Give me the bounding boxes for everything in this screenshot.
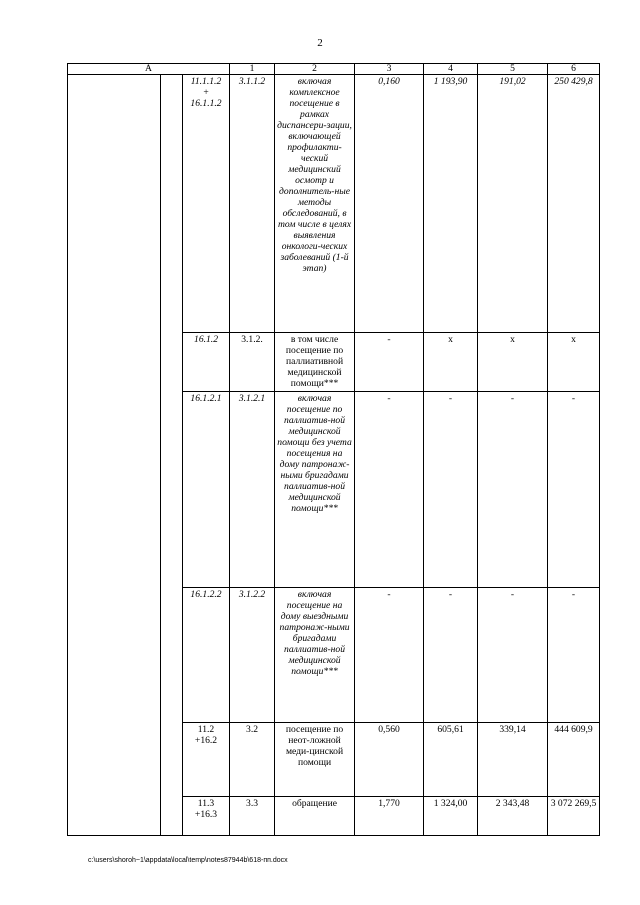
row-value-3: 1,770 (355, 797, 424, 836)
header-cell-4: 4 (424, 64, 478, 75)
row-code-cell: 11.2 +16.2 (183, 723, 230, 797)
row-description-cell: посещение по неот-ложной меди-цинской помощи (275, 723, 355, 797)
data-table (67, 63, 600, 836)
row-value-6: х (548, 333, 600, 392)
row-description-cell: включая посещение на дому выездными патронаж-ными бригадами паллиатив-ной медицинской помощи*** (275, 588, 355, 723)
row-number-cell: 3.3 (230, 797, 275, 836)
row-value-6: 250 429,8 (548, 75, 600, 333)
table-row (68, 75, 600, 333)
file-path-footer: c:\users\shoroh~1\appdata\local\temp\notes87944b\618-пп.docx (88, 857, 288, 864)
row-value-6: 444 609,9 (548, 723, 600, 797)
row-number-cell: 3.1.1.2 (230, 75, 275, 333)
row-description-cell: в том числе посещение по паллиативной медицинской помощи*** (275, 333, 355, 392)
row-value-5: - (478, 392, 548, 588)
page-number: 2 (317, 37, 323, 49)
row-value-3: 0,160 (355, 75, 424, 333)
row-value-4: - (424, 588, 478, 723)
row-value-5: 2 343,48 (478, 797, 548, 836)
header-cell-a: А (68, 64, 230, 75)
row-value-5: - (478, 588, 548, 723)
row-description-cell: включая комплексное посещение в рамках диспансери-зации, включающей профилакти-ческий медицинский осмотр и дополнитель-ные методы обследований, в том числе в целях выявления онкологи-ческих заболеваний (1-й этап) (275, 75, 355, 333)
row-code-cell: 16.1.2.2 (183, 588, 230, 723)
row-description-cell: обращение (275, 797, 355, 836)
row-value-4: х (424, 333, 478, 392)
row-code-cell: 11.3 +16.3 (183, 797, 230, 836)
row-value-4: 1 324,00 (424, 797, 478, 836)
row-value-5: х (478, 333, 548, 392)
row-value-3: - (355, 588, 424, 723)
header-cell-5: 5 (478, 64, 548, 75)
row-code-cell: 16.1.2.1 (183, 392, 230, 588)
row-number-cell: 3.1.2.2 (230, 588, 275, 723)
row-value-6: - (548, 588, 600, 723)
row-number-cell: 3.1.2. (230, 333, 275, 392)
row-description-cell: включая посещение по паллиатив-ной медицинской помощи без учета посещения на дому патронаж-ными бригадами паллиатив-ной медицинской помощи*** (275, 392, 355, 588)
row-value-3: 0,560 (355, 723, 424, 797)
empty-cell (68, 75, 161, 836)
table-header-row (68, 64, 600, 75)
row-value-6: 3 072 269,5 (548, 797, 600, 836)
row-number-cell: 3.2 (230, 723, 275, 797)
row-value-5: 339,14 (478, 723, 548, 797)
row-code-cell: 11.1.1.2 + 16.1.1.2 (183, 75, 230, 333)
header-cell-3: 3 (355, 64, 424, 75)
row-value-4: 605,61 (424, 723, 478, 797)
row-value-4: - (424, 392, 478, 588)
row-number-cell: 3.1.2.1 (230, 392, 275, 588)
row-value-5: 191,02 (478, 75, 548, 333)
header-cell-2: 2 (275, 64, 355, 75)
empty-cell (161, 75, 183, 836)
row-value-3: - (355, 392, 424, 588)
header-cell-6: 6 (548, 64, 600, 75)
row-code-cell: 16.1.2 (183, 333, 230, 392)
row-value-6: - (548, 392, 600, 588)
row-value-3: - (355, 333, 424, 392)
header-cell-1: 1 (230, 64, 275, 75)
row-value-4: 1 193,90 (424, 75, 478, 333)
